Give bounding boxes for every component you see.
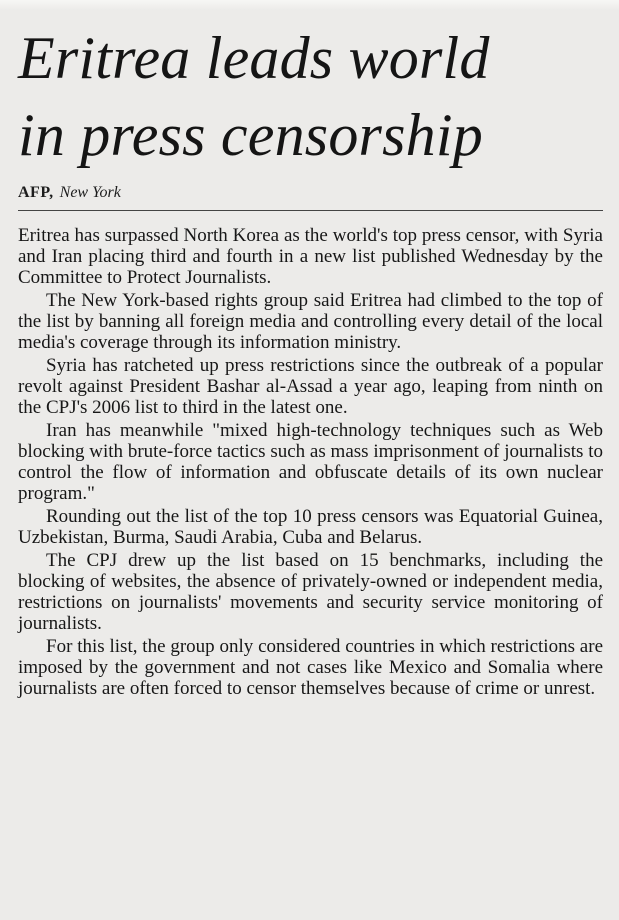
clipping-top-edge [0, 0, 619, 10]
paragraph-4: Iran has meanwhile "mixed high-technology techniques such as Web blocking with brute-force tactics such as mass imprisonment of journalists to control the flow of information and obfuscate details of its own nuclear program." [18, 420, 603, 504]
paragraph-1: Eritrea has surpassed North Korea as the world's top press censor, with Syria and Iran placing third and fourth in a new list published Wednesday by the Committee to Protect Journalists. [18, 225, 603, 288]
byline [18, 184, 603, 208]
byline-divider [18, 210, 603, 211]
article-body [18, 225, 603, 699]
paragraph-2: The New York-based rights group said Eritrea had climbed to the top of the list by banning all foreign media and controlling every detail of the local media's coverage through its information ministry. [18, 290, 603, 353]
paragraph-5: Rounding out the list of the top 10 press censors was Equatorial Guinea, Uzbekistan, Burma, Saudi Arabia, Cuba and Belarus. [18, 506, 603, 548]
headline-line-1: Eritrea leads world [18, 25, 490, 91]
byline-agency: AFP, [18, 184, 54, 201]
headline-line-2: in press censorship [18, 102, 483, 168]
byline-location: New York [59, 184, 121, 201]
paragraph-3: Syria has ratcheted up press restrictions since the outbreak of a popular revolt against President Bashar al-Assad a year ago, leaping from ninth on the CPJ's 2006 list to third in the latest one. [18, 355, 603, 418]
headline [18, 20, 603, 174]
paragraph-7: For this list, the group only considered countries in which restrictions are imposed by the government and not cases like Mexico and Somalia where journalists are often forced to censor themselves because of crime or unrest. [18, 636, 603, 699]
news-article [18, 20, 603, 699]
paragraph-6: The CPJ drew up the list based on 15 benchmarks, including the blocking of websites, the absence of privately-owned or independent media, restrictions on journalists' movements and security service monitoring of journalists. [18, 550, 603, 634]
